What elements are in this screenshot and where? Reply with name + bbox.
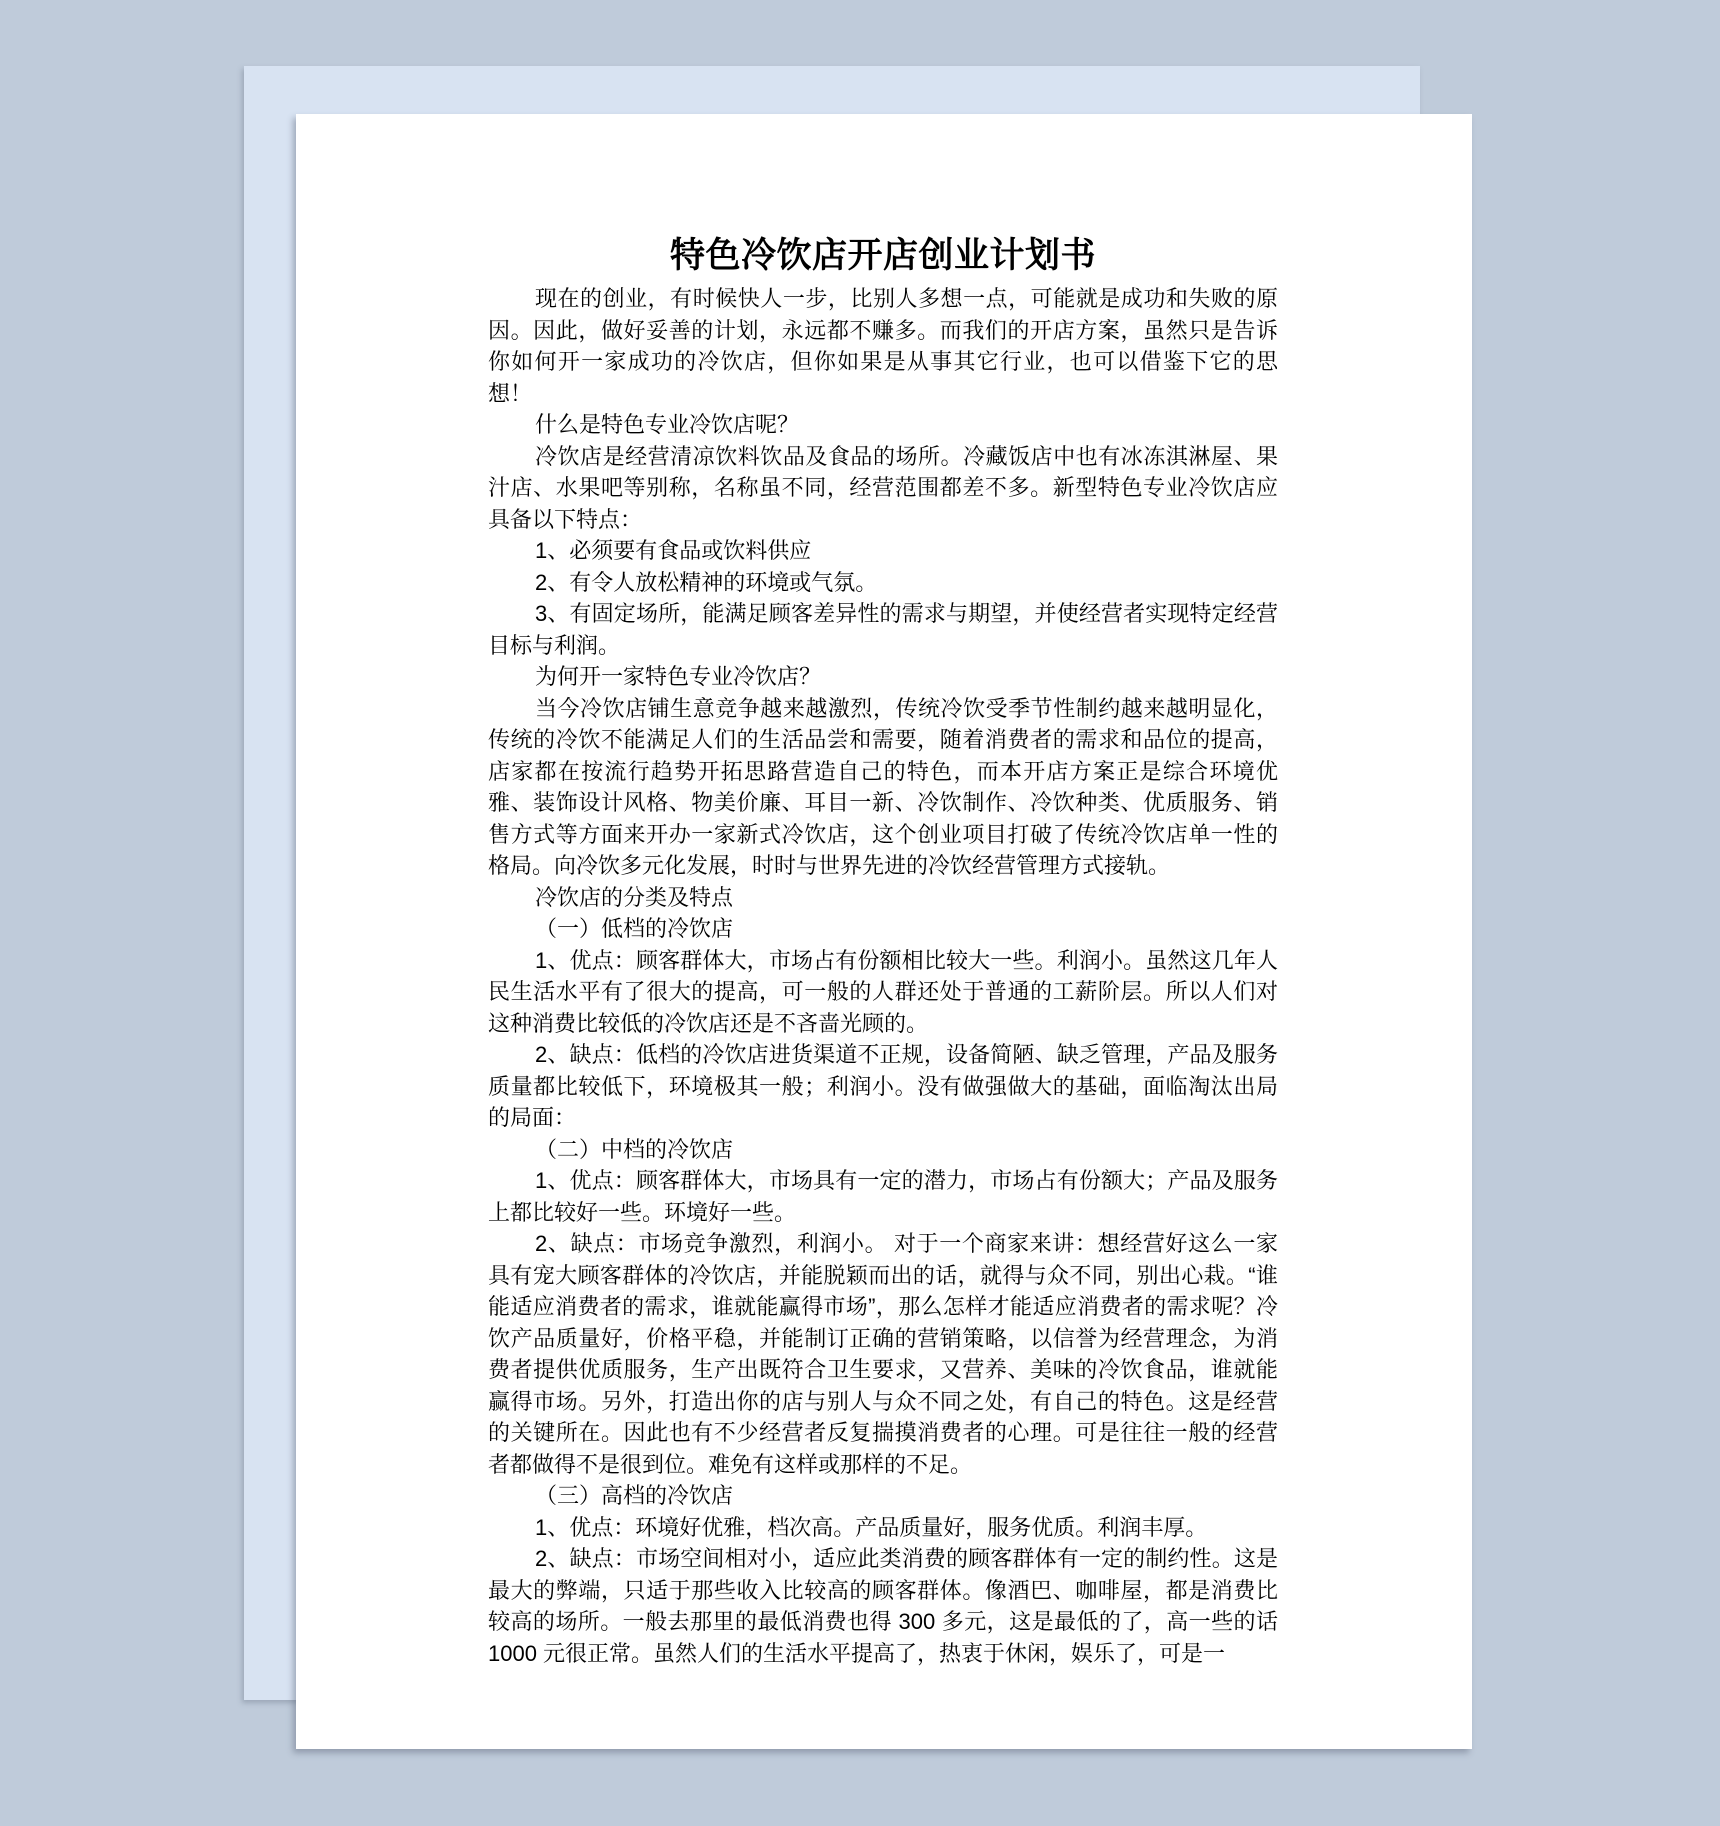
document-page — [296, 114, 1472, 1749]
paragraph: 3、有固定场所，能满足顾客差异性的需求与期望，并使经营者实现特定经营目标与利润。 — [488, 601, 1278, 658]
paragraph: 1、优点：顾客群体大，市场占有份额相比较大一些。利润小。虽然这几年人民生活水平有了很大的提高，可一般的人群还处于普通的工薪阶层。所以人们对这种消费比较低的冷饮店还是不吝啬光顾的。 — [488, 947, 1278, 1036]
paragraph: 当今冷饮店铺生意竞争越来越激烈，传统冷饮受季节性制约越来越明显化，传统的冷饮不能满足人们的生活品尝和需要，随着消费者的需求和品位的提高，店家都在按流行趋势开拓思路营造自己的特色，而本开店方案正是综合环境优雅、装饰设计风格、物美价廉、耳目一新、冷饮制作、冷饮种类、优质服务、销售方式等方面来开办一家新式冷饮店，这个创业项目打破了传统冷饮店单一性的格局。向冷饮多元化发展，时时与世界先进的冷饮经营管理方式接轨。 — [488, 695, 1278, 878]
paragraph: 2、有令人放松精神的环境或气氛。 — [535, 569, 878, 595]
paragraph: 1、优点：环境好优雅，档次高。产品质量好，服务优质。利润丰厚。 — [535, 1514, 1208, 1540]
paragraph: 2、缺点：市场空间相对小，适应此类消费的顾客群体有一定的制约性。这是最大的弊端，只适于那些收入比较高的顾客群体。像酒巴、咖啡屋，都是消费比较高的场所。一般去那里的最低消费也得 300 多元，这是最低的了，高一些的话 1000 元很正常。虽然人们的生活水平提高了，热衷于休闲，娱乐了，可是一 — [488, 1546, 1278, 1666]
paragraph: （一）低档的冷饮店 — [535, 916, 734, 941]
paragraph: （三）高档的冷饮店 — [535, 1483, 734, 1508]
paragraph: 什么是特色专业冷饮店呢？ — [535, 412, 800, 437]
paragraph: 现在的创业，有时候快人一步，比别人多想一点，可能就是成功和失败的原因。因此，做好妥善的计划，永远都不赚多。而我们的开店方案，虽然只是告诉你如何开一家成功的冷饮店，但你如果是从事其它行业，也可以借鉴下它的思想！ — [488, 286, 1278, 406]
paragraph: 冷饮店的分类及特点 — [535, 884, 734, 910]
paragraph: 1、必须要有食品或饮料供应 — [535, 538, 812, 563]
paragraph: 冷饮店是经营清凉饮料饮品及食品的场所。冷藏饭店中也有冰冻淇淋屋、果汁店、水果吧等别称，名称虽不同，经营范围都差不多。新型特色专业冷饮店应具备以下特点： — [488, 443, 1278, 532]
paragraph: 2、缺点：市场竞争激烈，利润小。 对于一个商家来讲：想经营好这么一家具有宠大顾客群体的冷饮店，并能脱颖而出的话，就得与众不同，别出心栽。“谁能适应消费者的需求，谁就能赢得市场”，那么怎样才能适应消费者的需求呢？冷饮产品质量好，价格平稳，并能制订正确的营销策略，以信誉为经营理念，为消费者提供优质服务，生产出既符合卫生要求，又营养、美味的冷饮食品，谁就能赢得市场。另外，打造出你的店与别人与众不同之处，有自己的特色。这是经营的关键所在。因此也有不少经营者反复揣摸消费者的心理。可是往往一般的经营者都做得不是很到位。难免有这样或那样的不足。 — [488, 1231, 1278, 1477]
paragraph: （二）中档的冷饮店 — [535, 1136, 734, 1162]
paragraph: 为何开一家特色专业冷饮店？ — [535, 664, 822, 689]
document-body — [488, 283, 1278, 1669]
paragraph: 1、优点：顾客群体大，市场具有一定的潜力，市场占有份额大；产品及服务上都比较好一些。环境好一些。 — [488, 1168, 1278, 1225]
document-title: 特色冷饮店开店创业计划书 — [669, 236, 1096, 275]
paragraph: 2、缺点：低档的冷饮店进货渠道不正规，设备简陋、缺乏管理，产品及服务质量都比较低下，环境极其一般；利润小。没有做强做大的基础，面临淘汰出局的局面： — [488, 1042, 1278, 1130]
